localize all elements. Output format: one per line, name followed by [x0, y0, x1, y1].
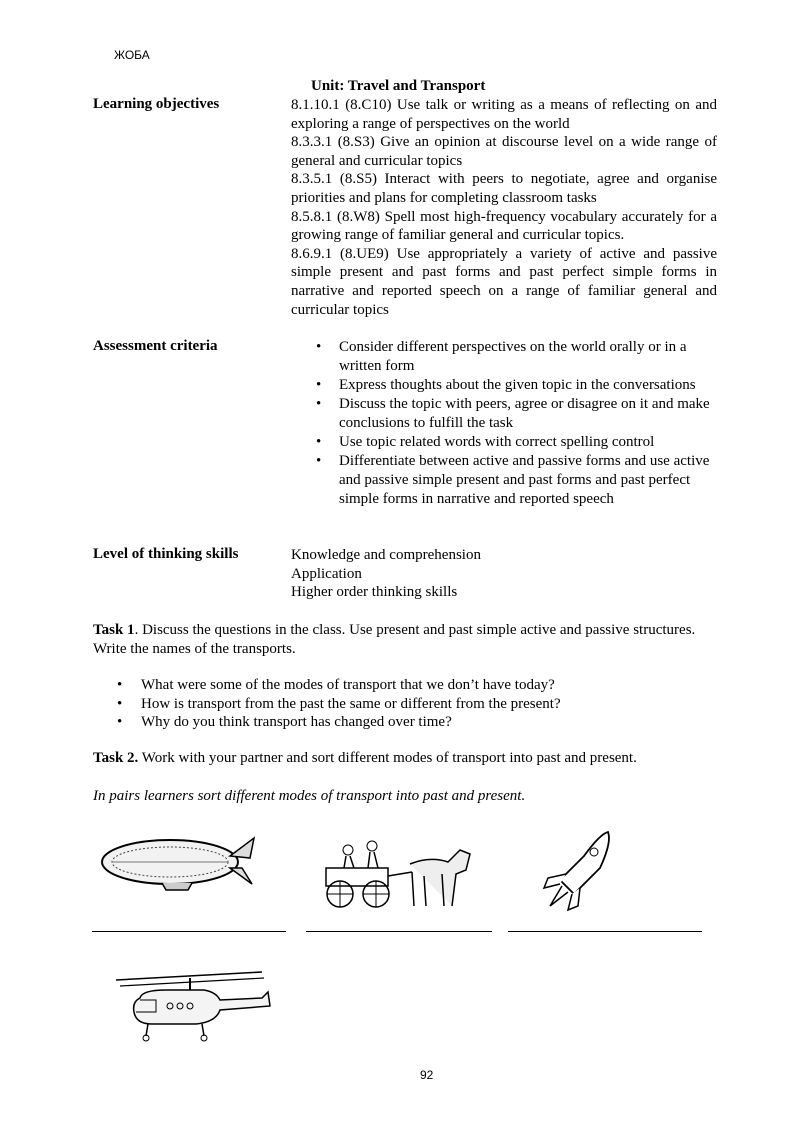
airship-icon	[92, 828, 262, 900]
answer-line[interactable]	[92, 931, 286, 932]
task2-paragraph	[93, 749, 637, 768]
page-number: 92	[420, 1068, 434, 1082]
answer-line[interactable]	[306, 931, 492, 932]
objective-item: 8.6.9.1 (8.UE9) Use appropriately a variety of active and passive simple present and past forms and past perfect simple forms in narrative and reported speech on a range of familiar general and curricular topics	[291, 245, 717, 318]
criteria-item: • Use topic related words with correct spelling control	[316, 433, 716, 452]
task1-questions	[117, 676, 561, 732]
assessment-criteria-label: Assessment criteria	[93, 338, 218, 354]
header-label: ЖОБА	[114, 48, 150, 62]
criteria-item: • Consider different perspectives on the world orally or in a written form	[316, 338, 716, 376]
thinking-skill-item: Application	[291, 565, 362, 582]
objective-item: 8.3.3.1 (8.S3) Give an opinion at discourse level on a wide range of general and curricular topics	[291, 134, 717, 169]
thinking-skills-list	[291, 546, 481, 602]
thinking-skills-label: Level of thinking skills	[93, 546, 239, 562]
question-item: • Why do you think transport has changed over time?	[117, 713, 561, 732]
objective-item: 8.5.8.1 (8.W8) Spell most high-frequency vocabulary accurately for a growing range of familiar general and curricular topics.	[291, 208, 717, 244]
unit-title: Unit: Travel and Transport	[311, 78, 486, 94]
question-item: • How is transport from the past the same or different from the present?	[117, 695, 561, 714]
answer-line[interactable]	[508, 931, 702, 932]
question-item: • What were some of the modes of transport that we don’t have today?	[117, 676, 561, 695]
assessment-criteria-list	[316, 338, 716, 509]
criteria-item: • Differentiate between active and passive forms and use active and passive simple present and past forms and past perfect simple forms in narrative and reported speech	[316, 452, 716, 509]
helicopter-icon	[112, 968, 272, 1046]
rocket-icon	[538, 828, 620, 918]
task2-heading: Task 2.	[93, 750, 139, 766]
task2-text: Work with your partner and sort different modes of transport into past and present.	[138, 750, 637, 766]
horse-cart-icon	[320, 832, 480, 912]
criteria-item: • Express thoughts about the given topic in the conversations	[316, 376, 716, 395]
learning-objectives-label: Learning objectives	[93, 96, 220, 112]
task1-text: . Discuss the questions in the class. Use present and past simple active and passive structures. Write the names of the transports.	[93, 622, 696, 657]
task1-paragraph	[93, 621, 713, 659]
objective-item: 8.1.10.1 (8.C10) Use talk or writing as a means of reflecting on and exploring a range of perspectives on the world	[291, 97, 717, 132]
objective-item: 8.3.5.1 (8.S5) Interact with peers to negotiate, agree and organise priorities and plans for completing classroom tasks	[291, 171, 717, 206]
criteria-item: • Discuss the topic with peers, agree or disagree on it and make conclusions to fulfill the task	[316, 395, 716, 433]
task2-instruction: In pairs learners sort different modes of transport into past and present.	[93, 788, 526, 804]
thinking-skill-item: Knowledge and comprehension	[291, 547, 481, 563]
task1-heading: Task 1	[93, 622, 135, 638]
thinking-skill-item: Higher order thinking skills	[291, 584, 458, 601]
learning-objectives-list	[291, 96, 717, 319]
